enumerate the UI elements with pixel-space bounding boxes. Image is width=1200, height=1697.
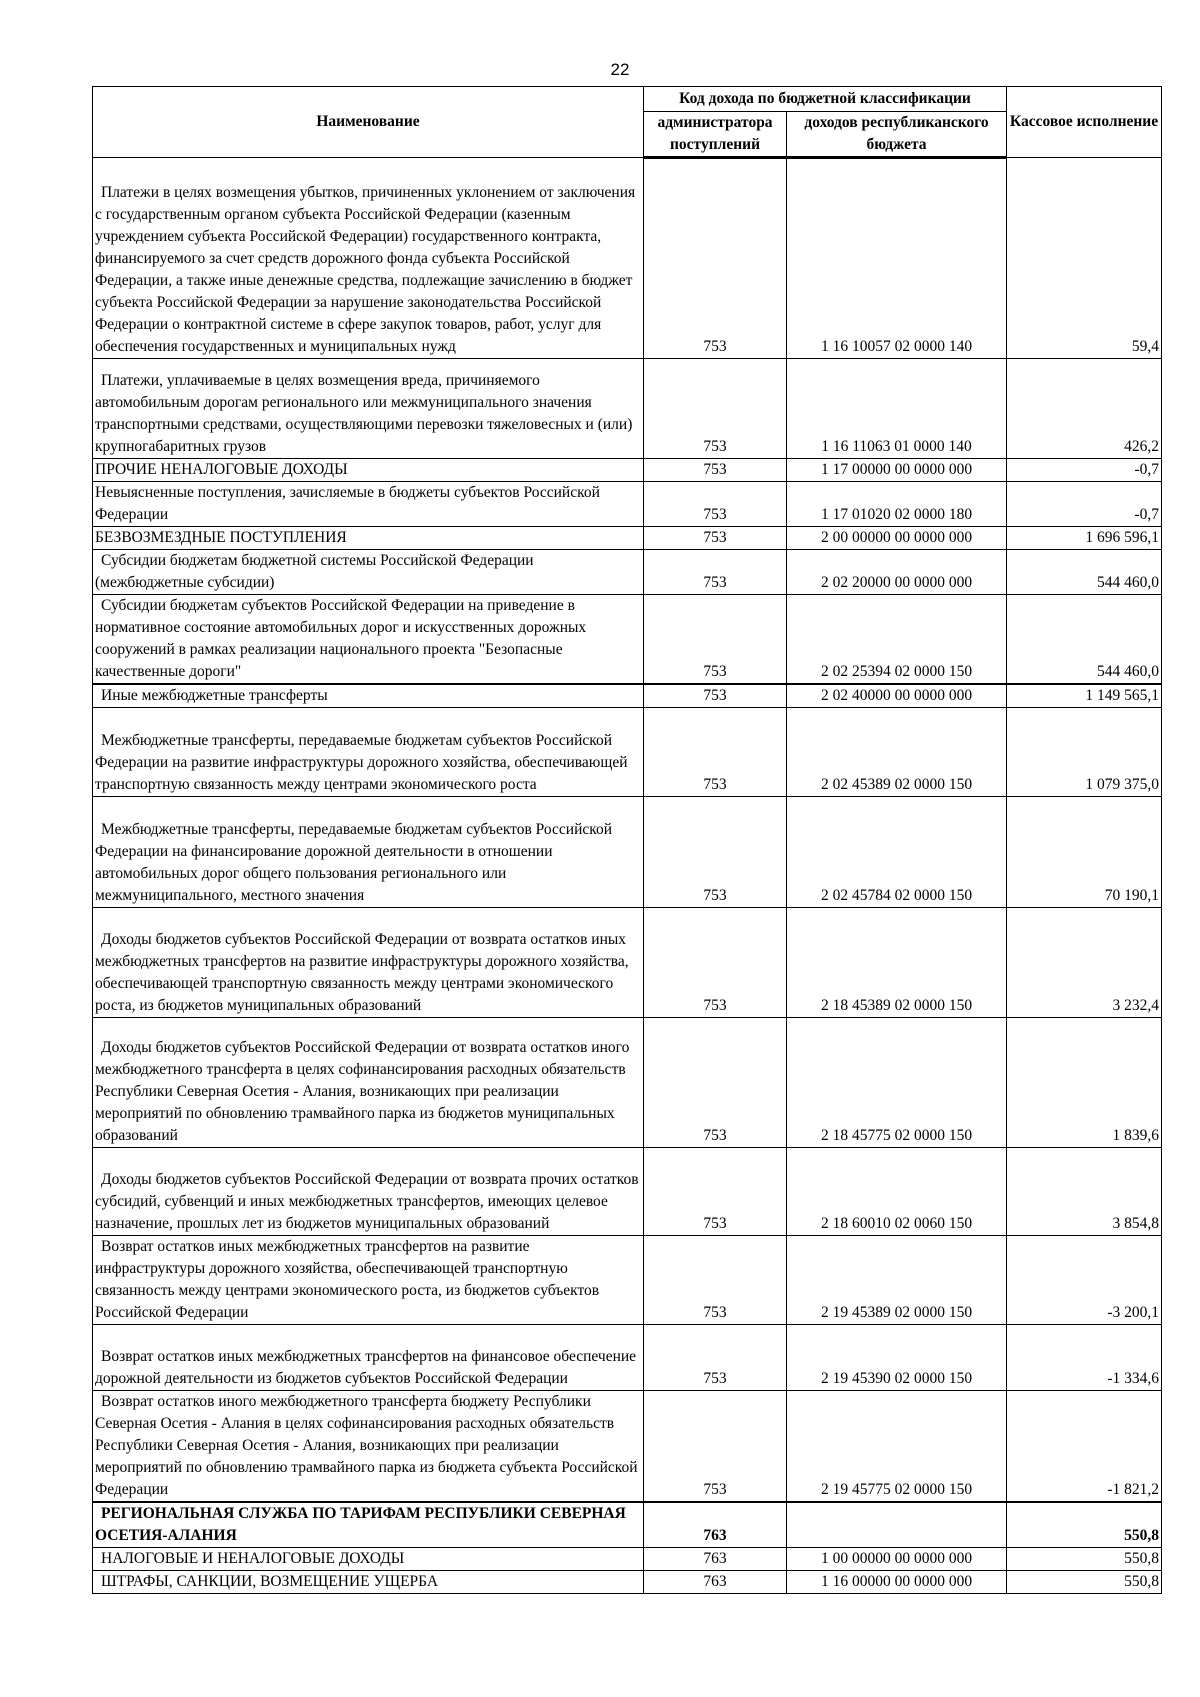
row-admin: 753 (644, 527, 787, 550)
row-admin: 763 (644, 1502, 787, 1548)
row-name: ПРОЧИЕ НЕНАЛОГОВЫЕ ДОХОДЫ (93, 459, 644, 482)
row-amount: 1 696 596,1 (1007, 527, 1162, 550)
row-code: 1 16 10057 02 0000 140 (787, 158, 1007, 359)
row-name: Возврат остатков иных межбюджетных трансфертов на развитие инфраструктуры дорожного хозяйства, обеспечивающей транспортную связанность между центрами экономического роста, из бюджетов субъектов Российской Федерации (93, 1236, 644, 1325)
row-amount: 1 149 565,1 (1007, 684, 1162, 708)
row-code: 2 02 45389 02 0000 150 (787, 708, 1007, 797)
budget-table (92, 86, 1162, 1594)
row-code: 2 18 45389 02 0000 150 (787, 908, 1007, 1018)
table-row (93, 684, 1162, 708)
row-name: Межбюджетные трансферты, передаваемые бюджетам субъектов Российской Федерации на развитие инфраструктуры дорожного хозяйства, обеспечивающей транспортную связанность между центрами экономического роста (93, 708, 644, 797)
row-code: 2 02 25394 02 0000 150 (787, 595, 1007, 685)
row-admin: 763 (644, 1548, 787, 1571)
row-admin: 753 (644, 1148, 787, 1236)
row-name: Невыясненные поступления, зачисляемые в бюджеты субъектов Российской Федерации (93, 482, 644, 527)
row-code: 2 00 00000 00 0000 000 (787, 527, 1007, 550)
table-row (93, 1502, 1162, 1548)
table-row (93, 527, 1162, 550)
row-code: 2 19 45390 02 0000 150 (787, 1325, 1007, 1391)
row-amount: 544 460,0 (1007, 595, 1162, 685)
table-row (93, 1148, 1162, 1236)
row-amount: 1 079 375,0 (1007, 708, 1162, 797)
header-code-group: Код дохода по бюджетной классификации (644, 87, 1007, 112)
table-row (93, 550, 1162, 595)
table-row (93, 708, 1162, 797)
table-body (93, 158, 1162, 1594)
row-admin: 753 (644, 1325, 787, 1391)
row-code: 1 16 00000 00 0000 000 (787, 1571, 1007, 1594)
table-row (93, 1571, 1162, 1594)
row-code: 2 18 60010 02 0060 150 (787, 1148, 1007, 1236)
row-admin: 753 (644, 684, 787, 708)
header-admin: администратора поступлений (644, 112, 787, 158)
row-amount: 544 460,0 (1007, 550, 1162, 595)
row-code: 1 00 00000 00 0000 000 (787, 1548, 1007, 1571)
row-name: Субсидии бюджетам субъектов Российской Федерации на приведение в нормативное состояние автомобильных дорог и искусственных дорожных сооружений в рамках реализации национального проекта "Безопасные качественные дороги" (93, 595, 644, 685)
row-admin: 753 (644, 708, 787, 797)
row-admin: 753 (644, 797, 787, 908)
row-admin: 753 (644, 550, 787, 595)
row-amount: 59,4 (1007, 158, 1162, 359)
row-name: Возврат остатков иного межбюджетного трансферта бюджету Республики Северная Осетия - Алания в целях софинансирования расходных обязательств Республики Северная Осетия - Алания, возникающих при реализации мероприятий по обновлению трамвайного парка из бюджета субъекта Российской Федерации (93, 1391, 644, 1503)
row-amount: 550,8 (1007, 1571, 1162, 1594)
row-admin: 753 (644, 1018, 787, 1148)
row-name: Платежи, уплачиваемые в целях возмещения вреда, причиняемого автомобильным дорогам регионального или межмуниципального значения транспортными средствами, осуществляющими перевозки тяжеловесных и (или) крупногабаритных грузов (93, 359, 644, 459)
row-amount: 3 854,8 (1007, 1148, 1162, 1236)
row-amount: 70 190,1 (1007, 797, 1162, 908)
row-name: Иные межбюджетные трансферты (93, 684, 644, 708)
header-amount: Кассовое исполнение (1007, 87, 1162, 158)
row-name: НАЛОГОВЫЕ И НЕНАЛОГОВЫЕ ДОХОДЫ (93, 1548, 644, 1571)
row-name: Субсидии бюджетам бюджетной системы Российской Федерации (межбюджетные субсидии) (93, 550, 644, 595)
row-amount: -1 334,6 (1007, 1325, 1162, 1391)
row-code: 1 17 01020 02 0000 180 (787, 482, 1007, 527)
table-header (93, 87, 1162, 158)
row-amount: 550,8 (1007, 1502, 1162, 1548)
row-amount: 426,2 (1007, 359, 1162, 459)
table-row (93, 359, 1162, 459)
row-code: 2 19 45389 02 0000 150 (787, 1236, 1007, 1325)
row-code: 2 19 45775 02 0000 150 (787, 1391, 1007, 1503)
row-amount: 3 232,4 (1007, 908, 1162, 1018)
row-amount: 1 839,6 (1007, 1018, 1162, 1148)
row-code: 2 02 45784 02 0000 150 (787, 797, 1007, 908)
row-name: РЕГИОНАЛЬНАЯ СЛУЖБА ПО ТАРИФАМ РЕСПУБЛИКИ СЕВЕРНАЯ ОСЕТИЯ-АЛАНИЯ (93, 1502, 644, 1548)
row-admin: 753 (644, 1391, 787, 1503)
row-admin: 753 (644, 459, 787, 482)
row-name: ШТРАФЫ, САНКЦИИ, ВОЗМЕЩЕНИЕ УЩЕРБА (93, 1571, 644, 1594)
row-admin: 763 (644, 1571, 787, 1594)
table-row (93, 1325, 1162, 1391)
row-name: БЕЗВОЗМЕЗДНЫЕ ПОСТУПЛЕНИЯ (93, 527, 644, 550)
row-code: 1 17 00000 00 0000 000 (787, 459, 1007, 482)
row-amount: -0,7 (1007, 459, 1162, 482)
row-admin: 753 (644, 359, 787, 459)
row-admin: 753 (644, 1236, 787, 1325)
table-row (93, 1018, 1162, 1148)
table-row (93, 482, 1162, 527)
row-amount: -3 200,1 (1007, 1236, 1162, 1325)
row-amount: -0,7 (1007, 482, 1162, 527)
row-code: 1 16 11063 01 0000 140 (787, 359, 1007, 459)
row-amount: 550,8 (1007, 1548, 1162, 1571)
table-row (93, 797, 1162, 908)
page-number: 22 (610, 60, 630, 79)
row-code: 2 02 40000 00 0000 000 (787, 684, 1007, 708)
header-income: доходов республиканского бюджета (787, 112, 1007, 158)
row-code (787, 1502, 1007, 1548)
table-row (93, 459, 1162, 482)
row-name: Доходы бюджетов субъектов Российской Федерации от возврата остатков иных межбюджетных трансфертов на развитие инфраструктуры дорожного хозяйства, обеспечивающей транспортную связанность между центрами экономического роста, из бюджетов муниципальных образований (93, 908, 644, 1018)
row-code: 2 02 20000 00 0000 000 (787, 550, 1007, 595)
table-row (93, 595, 1162, 685)
table-row (93, 1391, 1162, 1503)
header-name: Наименование (93, 87, 644, 158)
row-name: Доходы бюджетов субъектов Российской Федерации от возврата прочих остатков субсидий, субвенций и иных межбюджетных трансфертов, имеющих целевое назначение, прошлых лет из бюджетов муниципальных образований (93, 1148, 644, 1236)
table-row (93, 1236, 1162, 1325)
row-name: Доходы бюджетов субъектов Российской Федерации от возврата остатков иного межбюджетного трансферта в целях софинансирования расходных обязательств Республики Северная Осетия - Алания, возникающих при реализации мероприятий по обновлению трамвайного парка из бюджетов муниципальных образований (93, 1018, 644, 1148)
row-name: Платежи в целях возмещения убытков, причиненных уклонением от заключения с государственным органом субъекта Российской Федерации (казенным учреждением субъекта Российской Федерации) государственного контракта, финансируемого за счет средств дорожного фонда субъекта Российской Федерации, а также иные денежные средства, подлежащие зачислению в бюджет субъекта Российской Федерации за нарушение законодательства Российской Федерации о контрактной системе в сфере закупок товаров, работ, услуг для обеспечения государственных и муниципальных нужд (93, 158, 644, 359)
row-admin: 753 (644, 595, 787, 685)
table-row (93, 158, 1162, 359)
table-row (93, 1548, 1162, 1571)
row-admin: 753 (644, 908, 787, 1018)
row-name: Межбюджетные трансферты, передаваемые бюджетам субъектов Российской Федерации на финансирование дорожной деятельности в отношении автомобильных дорог общего пользования регионального или межмуниципального, местного значения (93, 797, 644, 908)
row-amount: -1 821,2 (1007, 1391, 1162, 1503)
table-row (93, 908, 1162, 1018)
row-name: Возврат остатков иных межбюджетных трансфертов на финансовое обеспечение дорожной деятельности из бюджетов субъектов Российской Федерации (93, 1325, 644, 1391)
row-admin: 753 (644, 158, 787, 359)
row-code: 2 18 45775 02 0000 150 (787, 1018, 1007, 1148)
row-admin: 753 (644, 482, 787, 527)
